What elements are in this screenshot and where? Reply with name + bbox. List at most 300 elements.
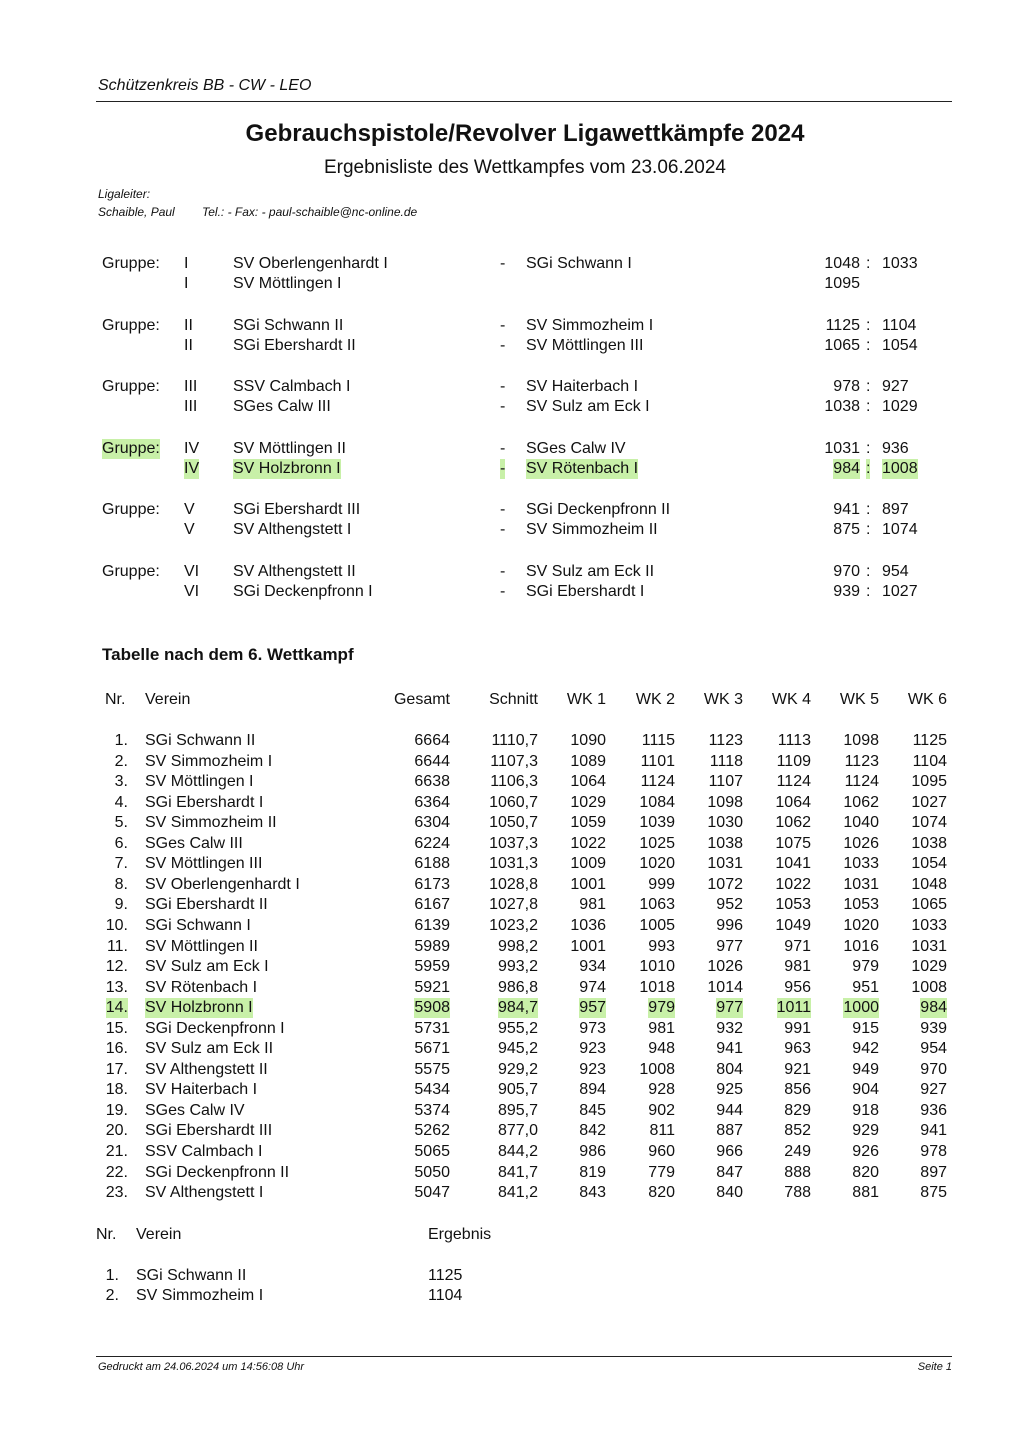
score-cell: 5921 — [414, 979, 450, 996]
score-cell: 970 — [920, 1061, 947, 1078]
score-cell: 1107,3 — [490, 753, 538, 770]
column-header: Ergebnis — [428, 1226, 492, 1243]
page-number: Seite 1 — [917, 1361, 952, 1373]
pairing-away-team: SV Sulz am Eck I — [526, 398, 650, 415]
pairing-score-home: 1048 — [824, 255, 860, 272]
score-cell: 1031 — [843, 876, 879, 893]
score-cell: 1106,3 — [490, 773, 538, 790]
table-row — [0, 1142, 1024, 1162]
score-cell: 843 — [579, 1184, 606, 1201]
pairing-score-home: 1125 — [825, 317, 860, 334]
score-cell: 1026 — [843, 835, 879, 852]
score-cell: 1027,8 — [489, 896, 538, 913]
table-row — [0, 957, 1024, 977]
rank-cell: 23. — [105, 1184, 128, 1201]
score-cell: 1064 — [775, 794, 811, 811]
score-cell: 941 — [920, 1122, 947, 1139]
score-cell: 1049 — [775, 917, 811, 934]
pairing-away-team: SV Simmozheim II — [526, 521, 658, 538]
pairing-colon: : — [866, 460, 871, 477]
pairing-score-home: 1065 — [824, 337, 860, 354]
club-cell: SV Sulz am Eck I — [145, 958, 269, 975]
pairing-home-team: SGi Deckenpfronn I — [233, 583, 373, 600]
club-cell: SGi Ebershardt II — [145, 896, 268, 913]
pairing-colon: : — [866, 563, 871, 580]
score-cell: 1037,3 — [489, 835, 538, 852]
rank-cell: 3. — [114, 773, 128, 790]
pairing-score-home: 1031 — [824, 440, 860, 457]
score-cell: 1020 — [843, 917, 879, 934]
pairing-home-team: SV Möttlingen II — [233, 440, 346, 457]
club-cell: SGi Schwann I — [145, 917, 251, 934]
score-cell: 1040 — [843, 814, 879, 831]
rank-cell: 10. — [105, 917, 128, 934]
pairing-group-number: V — [184, 521, 195, 538]
score-cell: 1072 — [707, 876, 743, 893]
club-cell: SGi Schwann II — [145, 732, 256, 749]
score-cell: 6167 — [414, 896, 450, 913]
pairing-score-home: 939 — [833, 583, 860, 600]
table-row — [0, 916, 1024, 936]
score-cell: 1022 — [775, 876, 811, 893]
score-cell: 981 — [648, 1020, 675, 1037]
score-cell: 888 — [784, 1164, 811, 1181]
pairing-group-number: II — [184, 317, 193, 334]
score-cell: 852 — [784, 1122, 811, 1139]
pairing-away-team: SGi Ebershardt I — [526, 583, 645, 600]
pairing-dash: - — [500, 583, 506, 600]
club-cell: SV Simmozheim I — [145, 753, 273, 770]
table-row — [0, 772, 1024, 792]
rank-cell: 7. — [114, 855, 128, 872]
pairing-colon: : — [866, 337, 871, 354]
column-header: Nr. — [105, 691, 126, 708]
score-cell: 1025 — [639, 835, 675, 852]
table-row — [0, 1019, 1024, 1039]
pairing-home-team: SV Oberlengenhardt I — [233, 255, 388, 272]
score-cell: 1115 — [641, 732, 675, 749]
table-row — [0, 998, 1024, 1018]
score-cell: 847 — [716, 1164, 743, 1181]
score-cell: 5262 — [414, 1122, 450, 1139]
pairing-dash: - — [500, 378, 506, 395]
score-cell: 894 — [579, 1081, 606, 1098]
score-cell: 1124 — [844, 773, 879, 790]
pairing-colon: : — [866, 398, 871, 415]
results-header-row — [0, 1225, 1024, 1245]
score-cell: 929,2 — [497, 1061, 538, 1078]
score-cell: 1020 — [639, 855, 675, 872]
club-cell: SGi Deckenpfronn I — [145, 1020, 285, 1037]
rank-cell: 18. — [105, 1081, 128, 1098]
pairing-group-number: I — [184, 255, 189, 272]
club-cell: SV Simmozheim II — [145, 814, 277, 831]
column-header: WK 4 — [771, 691, 811, 708]
club-cell: SV Althengstett I — [145, 1184, 264, 1201]
pairing-away-team: SGes Calw IV — [526, 440, 626, 457]
score-cell: 779 — [648, 1164, 675, 1181]
score-cell: 5434 — [414, 1081, 450, 1098]
table-row — [0, 1101, 1024, 1121]
score-cell: 1026 — [707, 958, 743, 975]
pairing-home-team: SV Althengstett II — [233, 563, 356, 580]
score-cell: 927 — [920, 1081, 947, 1098]
column-header: WK 3 — [703, 691, 743, 708]
table-row — [0, 813, 1024, 833]
score-cell: 5671 — [414, 1040, 450, 1057]
score-cell: 6364 — [414, 794, 450, 811]
score-cell: 905,7 — [497, 1081, 538, 1098]
organization-name: Schützenkreis BB - CW - LEO — [98, 77, 312, 94]
pairing-away-team: SGi Deckenpfronn II — [526, 501, 671, 518]
score-cell: 1001 — [570, 876, 606, 893]
pairing-dash: - — [500, 317, 506, 334]
score-cell: 5989 — [414, 938, 450, 955]
score-cell: 986 — [579, 1143, 606, 1160]
table-row — [0, 1039, 1024, 1059]
score-cell: 842 — [579, 1122, 606, 1139]
pairing-dash: - — [500, 563, 506, 580]
table-row — [0, 854, 1024, 874]
rank-cell: 2. — [105, 1287, 119, 1304]
club-cell: SV Rötenbach I — [145, 979, 258, 996]
score-cell: 6644 — [414, 753, 450, 770]
score-cell: 1110,7 — [491, 732, 538, 749]
table-row — [0, 793, 1024, 813]
score-cell: 5374 — [414, 1102, 450, 1119]
rank-cell: 4. — [114, 794, 128, 811]
score-cell: 6638 — [414, 773, 450, 790]
score-cell: 887 — [716, 1122, 743, 1139]
score-cell: 1107 — [708, 773, 743, 790]
pairing-score-home: 1038 — [824, 398, 860, 415]
pairing-group-number: V — [184, 501, 195, 518]
score-cell: 1124 — [640, 773, 675, 790]
score-cell: 1018 — [639, 979, 675, 996]
score-cell: 954 — [920, 1040, 947, 1057]
score-cell: 1039 — [639, 814, 675, 831]
score-cell: 952 — [716, 896, 743, 913]
score-cell: 5731 — [414, 1020, 450, 1037]
score-cell: 977 — [716, 938, 743, 955]
score-cell: 1048 — [911, 876, 947, 893]
table-row — [0, 834, 1024, 854]
pairing-group-number: VI — [184, 563, 200, 580]
club-cell: SV Möttlingen I — [145, 773, 254, 790]
score-cell: 1054 — [911, 855, 947, 872]
pairing-group-label: Gruppe: — [102, 563, 160, 580]
score-cell: 936 — [920, 1102, 947, 1119]
score-cell: 6139 — [414, 917, 450, 934]
score-cell: 5908 — [414, 999, 450, 1016]
pairing-group-number: III — [184, 378, 198, 395]
score-cell: 1027 — [911, 794, 947, 811]
pairing-dash: - — [500, 337, 506, 354]
club-cell: SGi Ebershardt III — [145, 1122, 273, 1139]
score-cell: 1009 — [570, 855, 606, 872]
column-header: WK 5 — [839, 691, 879, 708]
footer-rule — [96, 1356, 952, 1357]
pairing-dash: - — [500, 398, 506, 415]
score-cell: 921 — [784, 1061, 811, 1078]
club-cell: SGes Calw IV — [145, 1102, 245, 1119]
pairing-score-home: 875 — [833, 521, 860, 538]
score-cell: 984,7 — [497, 999, 538, 1016]
score-cell: 974 — [579, 979, 606, 996]
score-cell: 1113 — [777, 732, 811, 749]
pairing-group-label: Gruppe: — [102, 317, 160, 334]
table-row — [0, 1183, 1024, 1203]
score-cell: 923 — [579, 1061, 606, 1078]
club-cell: SV Möttlingen II — [145, 938, 258, 955]
score-cell: 829 — [784, 1102, 811, 1119]
score-cell: 941 — [716, 1040, 743, 1057]
score-cell: 1011 — [776, 999, 811, 1016]
score-cell: 966 — [716, 1143, 743, 1160]
score-cell: 904 — [852, 1081, 879, 1098]
score-cell: 1060,7 — [489, 794, 538, 811]
pairing-home-team: SGi Ebershardt III — [233, 501, 361, 518]
score-cell: 979 — [648, 999, 675, 1016]
score-cell: 1104 — [912, 753, 947, 770]
score-cell: 998,2 — [497, 938, 538, 955]
club-cell: SV Oberlengenhardt I — [145, 876, 300, 893]
table-row — [0, 1060, 1024, 1080]
score-cell: 945,2 — [497, 1040, 538, 1057]
club-cell: SV Simmozheim I — [136, 1287, 264, 1304]
score-cell: 918 — [852, 1102, 879, 1119]
rank-cell: 1. — [105, 1267, 119, 1284]
pairing-group-number: VI — [184, 583, 200, 600]
score-cell: 981 — [579, 896, 606, 913]
rank-cell: 17. — [105, 1061, 128, 1078]
score-cell: 948 — [648, 1040, 675, 1057]
score-cell: 820 — [648, 1184, 675, 1201]
score-cell: 804 — [716, 1061, 743, 1078]
column-header: Gesamt — [393, 691, 450, 708]
score-cell: 5959 — [414, 958, 450, 975]
score-cell: 1075 — [775, 835, 811, 852]
score-cell: 1008 — [639, 1061, 675, 1078]
score-cell: 1041 — [775, 855, 811, 872]
score-cell: 1023,2 — [489, 917, 538, 934]
pairing-score-away: 927 — [882, 378, 909, 395]
score-cell: 928 — [648, 1081, 675, 1098]
rank-cell: 12. — [105, 958, 128, 975]
pairing-score-away: 954 — [882, 563, 909, 580]
rank-cell: 13. — [105, 979, 128, 996]
score-cell: 1098 — [843, 732, 879, 749]
score-cell: 819 — [579, 1164, 606, 1181]
score-cell: 1030 — [707, 814, 743, 831]
score-cell: 1010 — [639, 958, 675, 975]
score-cell: 1031 — [707, 855, 743, 872]
rank-cell: 2. — [114, 753, 128, 770]
score-cell: 1123 — [708, 732, 743, 749]
pairing-score-home: 941 — [833, 501, 860, 518]
score-cell: 979 — [852, 958, 879, 975]
score-cell: 6304 — [414, 814, 450, 831]
score-cell: 1022 — [570, 835, 606, 852]
score-cell: 955,2 — [497, 1020, 538, 1037]
league-leader-name: Schaible, Paul — [98, 205, 175, 219]
club-cell: SGi Schwann II — [136, 1267, 247, 1284]
club-cell: SSV Calmbach I — [145, 1143, 263, 1160]
pairing-away-team: SV Rötenbach I — [526, 460, 639, 477]
score-cell: 841,2 — [497, 1184, 538, 1201]
pairing-group-label: Gruppe: — [102, 255, 160, 272]
column-header: Nr. — [96, 1226, 117, 1243]
pairing-group-number: IV — [184, 440, 200, 457]
score-cell: 1063 — [639, 896, 675, 913]
score-cell: 1038 — [911, 835, 947, 852]
result-cell: 1125 — [428, 1267, 463, 1284]
score-cell: 1031 — [911, 938, 947, 955]
score-cell: 1089 — [570, 753, 606, 770]
score-cell: 932 — [716, 1020, 743, 1037]
score-cell: 1065 — [911, 896, 947, 913]
score-cell: 957 — [579, 999, 606, 1016]
score-cell: 1095 — [911, 773, 947, 790]
pairing-colon: : — [866, 317, 871, 334]
score-cell: 6173 — [414, 876, 450, 893]
club-cell: SGi Ebershardt I — [145, 794, 264, 811]
table-row — [0, 937, 1024, 957]
table-row — [0, 978, 1024, 998]
score-cell: 993,2 — [497, 958, 538, 975]
pairing-group-number: IV — [184, 460, 200, 477]
score-cell: 1029 — [570, 794, 606, 811]
pairing-dash: - — [500, 521, 506, 538]
print-date: Gedruckt am 24.06.2024 um 14:56:08 Uhr — [98, 1361, 305, 1373]
score-cell: 949 — [852, 1061, 879, 1078]
score-cell: 977 — [716, 999, 743, 1016]
club-cell: SGes Calw III — [145, 835, 243, 852]
header-rule — [96, 101, 952, 102]
pairing-home-team: SV Althengstett I — [233, 521, 352, 538]
column-header: Schnitt — [489, 691, 538, 708]
pairing-colon: : — [866, 501, 871, 518]
score-cell: 1090 — [570, 732, 606, 749]
rank-cell: 9. — [114, 896, 128, 913]
score-cell: 986,8 — [497, 979, 538, 996]
pairing-score-away: 1104 — [882, 317, 917, 334]
score-cell: 996 — [716, 917, 743, 934]
standings-title: Tabelle nach dem 6. Wettkampf — [102, 645, 354, 664]
score-cell: 1000 — [843, 999, 879, 1016]
score-cell: 1016 — [843, 938, 879, 955]
page-title: Gebrauchspistole/Revolver Ligawettkämpfe 2024 — [245, 120, 805, 147]
score-cell: 1033 — [843, 855, 879, 872]
score-cell: 925 — [716, 1081, 743, 1098]
score-cell: 897 — [920, 1164, 947, 1181]
score-cell: 1050,7 — [489, 814, 538, 831]
rank-cell: 5. — [114, 814, 128, 831]
score-cell: 5050 — [414, 1164, 450, 1181]
score-cell: 1028,8 — [489, 876, 538, 893]
rank-cell: 21. — [105, 1143, 128, 1160]
score-cell: 1033 — [911, 917, 947, 934]
rank-cell: 19. — [105, 1102, 128, 1119]
score-cell: 944 — [716, 1102, 743, 1119]
club-cell: SGi Deckenpfronn II — [145, 1164, 290, 1181]
column-header: WK 2 — [635, 691, 675, 708]
score-cell: 6188 — [414, 855, 450, 872]
pairing-group-label: Gruppe: — [102, 378, 160, 395]
score-cell: 1084 — [639, 794, 675, 811]
score-cell: 6664 — [414, 732, 450, 749]
score-cell: 840 — [716, 1184, 743, 1201]
score-cell: 984 — [920, 999, 947, 1016]
pairing-group-label: Gruppe: — [102, 501, 160, 518]
pairing-home-team: SGi Schwann II — [233, 317, 344, 334]
table-row — [0, 752, 1024, 772]
rank-cell: 1. — [114, 732, 128, 749]
score-cell: 960 — [648, 1143, 675, 1160]
pairing-score-away: 1033 — [882, 255, 918, 272]
pairing-score-away: 1074 — [882, 521, 918, 538]
rank-cell: 14. — [105, 999, 128, 1016]
rank-cell: 15. — [105, 1020, 128, 1037]
pairing-score-home: 978 — [833, 378, 860, 395]
table-row — [0, 1121, 1024, 1141]
score-cell: 1109 — [776, 753, 811, 770]
pairing-score-home: 970 — [833, 563, 860, 580]
league-leader-contact: Tel.: - Fax: - paul-schaible@nc-online.de — [202, 205, 418, 219]
pairing-score-away: 1027 — [882, 583, 918, 600]
score-cell: 1053 — [775, 896, 811, 913]
column-header: WK 1 — [566, 691, 606, 708]
rank-cell: 6. — [114, 835, 128, 852]
score-cell: 249 — [784, 1143, 811, 1160]
score-cell: 939 — [920, 1020, 947, 1037]
score-cell: 1008 — [911, 979, 947, 996]
pairing-home-team: SV Holzbronn I — [233, 460, 341, 477]
score-cell: 1029 — [911, 958, 947, 975]
pairing-group-number: I — [184, 275, 189, 292]
pairing-group-number: III — [184, 398, 198, 415]
score-cell: 5065 — [414, 1143, 450, 1160]
pairing-colon: : — [866, 583, 871, 600]
page-subtitle: Ergebnisliste des Wettkampfes vom 23.06.2024 — [323, 157, 727, 178]
score-cell: 1062 — [775, 814, 811, 831]
score-cell: 1125 — [912, 732, 947, 749]
result-cell: 1104 — [428, 1287, 463, 1304]
rank-cell: 22. — [105, 1164, 128, 1181]
score-cell: 841,7 — [497, 1164, 538, 1181]
pairing-away-team: SV Sulz am Eck II — [526, 563, 655, 580]
table-row — [0, 731, 1024, 751]
score-cell: 956 — [784, 979, 811, 996]
score-cell: 6224 — [414, 835, 450, 852]
score-cell: 923 — [579, 1040, 606, 1057]
table-row — [0, 1080, 1024, 1100]
pairing-group-number: II — [184, 337, 193, 354]
standings-header-row — [0, 690, 1024, 710]
score-cell: 1038 — [707, 835, 743, 852]
score-cell: 1074 — [911, 814, 947, 831]
club-cell: SV Möttlingen III — [145, 855, 263, 872]
score-cell: 1064 — [570, 773, 606, 790]
score-cell: 1118 — [709, 753, 743, 770]
score-cell: 978 — [920, 1143, 947, 1160]
column-header: WK 6 — [907, 691, 947, 708]
pairing-away-team: SV Haiterbach I — [526, 378, 639, 395]
pairing-home-team: SV Möttlingen I — [233, 275, 342, 292]
score-cell: 820 — [852, 1164, 879, 1181]
club-cell: SV Holzbronn I — [145, 999, 253, 1016]
pairing-dash: - — [500, 501, 506, 518]
